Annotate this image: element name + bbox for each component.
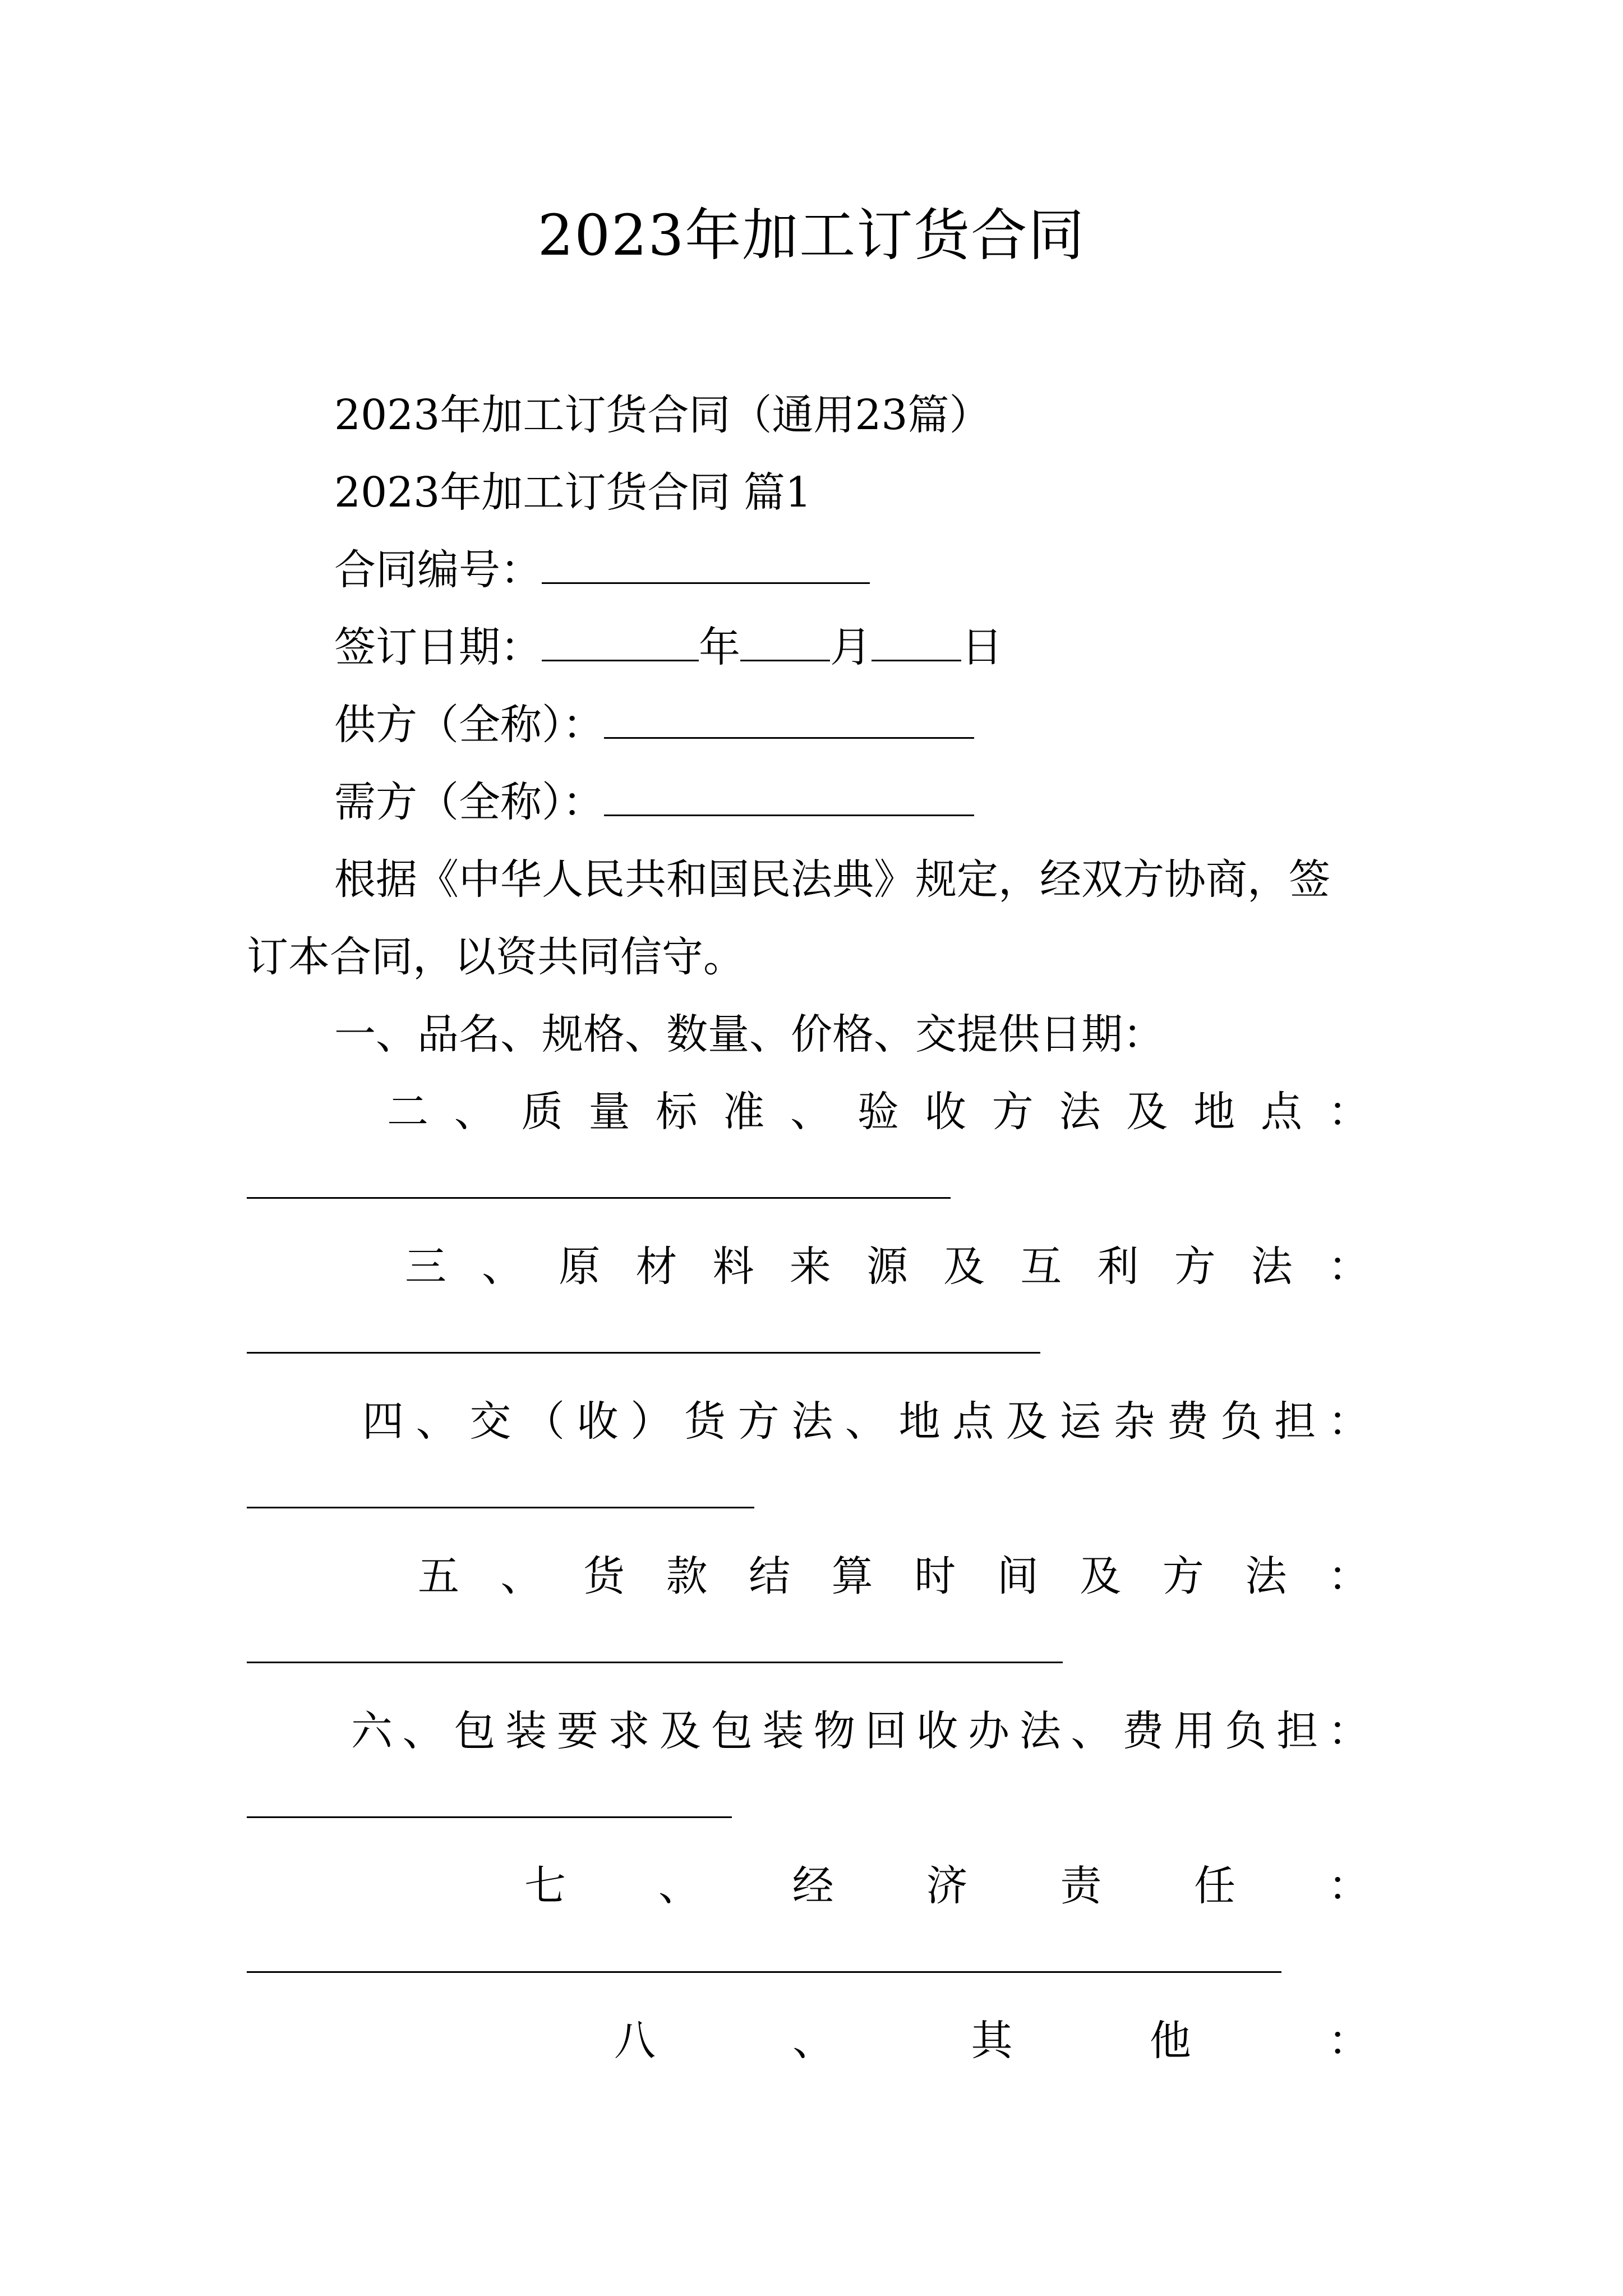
supplier-row: [334, 697, 974, 753]
clause-char: 办: [968, 1707, 1010, 1755]
clause-char: 四: [362, 1397, 404, 1446]
clause-char: 点: [1260, 1088, 1302, 1136]
contract-number-row: [334, 542, 870, 598]
supplier-blank[interactable]: [604, 697, 974, 739]
clause-7: [524, 1858, 1370, 1914]
document-subtitle: 2023年加工订货合同（通用23篇）: [334, 391, 991, 439]
clause-char: 、: [1071, 1707, 1113, 1755]
sign-date-year-label: 年: [699, 623, 740, 671]
clause-char: 质: [521, 1088, 563, 1136]
clause-4: [362, 1393, 1370, 1450]
clause-char: 原: [559, 1243, 601, 1291]
clause-char: 、: [792, 2017, 834, 2065]
clause-char: 及: [943, 1243, 985, 1291]
clause-char: 费: [1166, 1397, 1209, 1446]
clause-char: 八: [614, 2017, 656, 2065]
clause-char: 、: [416, 1397, 458, 1446]
clause-char: 、: [500, 1552, 542, 1600]
clause-char: ：: [1327, 1088, 1370, 1136]
clause-char: 法: [1245, 1552, 1287, 1600]
clause-char: ：: [1327, 1397, 1370, 1446]
intro-paragraph-line1: 根据《中华人民共和国民法典》规定，经双方协商，签: [334, 855, 1330, 904]
clause-char: 回: [865, 1707, 907, 1755]
clause-char: 六: [351, 1707, 393, 1755]
intro-paragraph-line2: 订本合同，以资共同信守。: [247, 933, 745, 981]
clause-char: 间: [997, 1552, 1039, 1600]
clause-char: 时: [914, 1552, 956, 1600]
clause-char: 二: [387, 1088, 428, 1136]
clause-char: 杂: [1113, 1397, 1155, 1446]
clause-char: ：: [1327, 1862, 1370, 1910]
clause-char: ：: [1327, 1707, 1370, 1755]
clause-char: 负: [1220, 1397, 1262, 1446]
clause-char: 担: [1274, 1397, 1316, 1446]
clause-char: ：: [1327, 1552, 1370, 1600]
clause-char: 、: [845, 1397, 887, 1446]
clause-char: 责: [1060, 1862, 1102, 1910]
clause-char: 经: [792, 1862, 834, 1910]
clause-char: （: [523, 1397, 565, 1446]
clause-char: 及: [1126, 1088, 1168, 1136]
document-title: 2023年加工订货合同: [537, 203, 1086, 268]
clause-char: 三: [405, 1243, 446, 1291]
clause-char: 款: [666, 1552, 708, 1600]
clause-2-blank[interactable]: [247, 1197, 951, 1199]
clause-char: 七: [524, 1862, 566, 1910]
clause-char: 货: [684, 1397, 726, 1446]
clause-char: 及: [1080, 1552, 1122, 1600]
clause-char: 货: [583, 1552, 625, 1600]
clause-char: 济: [926, 1862, 968, 1910]
buyer-row: [334, 774, 974, 830]
clause-char: 方: [737, 1397, 780, 1446]
clause-char: 其: [971, 2017, 1013, 2065]
clause-char: ：: [1328, 2017, 1370, 2065]
clause-char: 源: [866, 1243, 908, 1291]
clause-char: 负: [1225, 1707, 1267, 1755]
clause-char: 及: [1006, 1397, 1048, 1446]
buyer-blank[interactable]: [604, 774, 974, 816]
clause-char: 方: [1162, 1552, 1204, 1600]
clause-6: [351, 1703, 1370, 1759]
clause-char: 地: [1193, 1088, 1235, 1136]
clause-char: 他: [1149, 2017, 1191, 2065]
clause-char: 五: [418, 1552, 459, 1600]
clause-4-blank[interactable]: [247, 1507, 754, 1508]
clause-char: 法: [791, 1397, 833, 1446]
clause-char: 方: [992, 1088, 1034, 1136]
supplier-label: 供方（全称）：: [334, 701, 604, 749]
clause-char: 来: [789, 1243, 831, 1291]
clause-char: 任: [1194, 1862, 1236, 1910]
clause-char: 包: [711, 1707, 753, 1755]
clause-char: 担: [1276, 1707, 1318, 1755]
clause-char: 利: [1097, 1243, 1139, 1291]
sign-date-row: [334, 619, 1003, 675]
clause-char: 算: [831, 1552, 873, 1600]
clause-char: 法: [1251, 1243, 1293, 1291]
clause-char: 收: [916, 1707, 958, 1755]
clause-char: 结: [749, 1552, 791, 1600]
clause-char: 求: [608, 1707, 650, 1755]
clause-char: 要: [556, 1707, 598, 1755]
clause-8: [614, 2013, 1370, 2069]
clause-6-blank[interactable]: [247, 1816, 732, 1818]
clause-char: 收: [924, 1088, 966, 1136]
contract-number-blank[interactable]: [542, 542, 870, 584]
clause-5: [418, 1548, 1370, 1604]
clause-char: 互: [1020, 1243, 1062, 1291]
clause-char: 收: [577, 1397, 619, 1446]
clause-3-blank[interactable]: [247, 1352, 1040, 1354]
clause-char: 及: [660, 1707, 702, 1755]
clause-char: 交: [469, 1397, 511, 1446]
clause-char: 量: [588, 1088, 630, 1136]
buyer-label: 需方（全称）：: [334, 778, 604, 826]
clause-char: 装: [762, 1707, 804, 1755]
clause-char: 法: [1019, 1707, 1061, 1755]
clause-char: 法: [1059, 1088, 1101, 1136]
clause-char: 、: [658, 1862, 700, 1910]
sign-date-month-label: 月: [830, 623, 872, 671]
clause-char: ）: [630, 1397, 672, 1446]
section-heading: 2023年加工订货合同 篇1: [334, 468, 811, 517]
clause-char: 料: [712, 1243, 754, 1291]
sign-date-label: 签订日期：: [334, 623, 542, 671]
clause-char: 验: [857, 1088, 899, 1136]
sign-date-year-blank[interactable]: [542, 619, 699, 661]
clause-char: ：: [1327, 1243, 1370, 1291]
clause-char: 标: [656, 1088, 698, 1136]
clause-char: 用: [1173, 1707, 1215, 1755]
sign-date-month-blank[interactable]: [740, 619, 830, 661]
contract-number-label: 合同编号：: [334, 546, 542, 594]
clause-char: 材: [635, 1243, 677, 1291]
clause-char: 运: [1059, 1397, 1101, 1446]
clause-char: 、: [402, 1707, 444, 1755]
clause-2: [387, 1084, 1370, 1140]
clause-char: 费: [1122, 1707, 1164, 1755]
clause-char: 方: [1174, 1243, 1216, 1291]
clause-5-blank[interactable]: [247, 1662, 1063, 1663]
clause-char: 、: [454, 1088, 496, 1136]
clause-3: [405, 1239, 1370, 1295]
clause-char: 装: [505, 1707, 547, 1755]
clause-char: 准: [723, 1088, 765, 1136]
clause-char: 、: [482, 1243, 524, 1291]
clause-char: 、: [790, 1088, 832, 1136]
clause-1: 一、品名、规格、数量、价格、交提供日期：: [334, 1010, 1164, 1059]
clause-char: 物: [814, 1707, 856, 1755]
clause-char: 点: [952, 1397, 994, 1446]
sign-date-day-label: 日: [961, 623, 1003, 671]
clause-char: 包: [454, 1707, 496, 1755]
sign-date-day-blank[interactable]: [872, 619, 961, 661]
clause-char: 地: [898, 1397, 940, 1446]
clause-7-blank[interactable]: [247, 1971, 1281, 1973]
